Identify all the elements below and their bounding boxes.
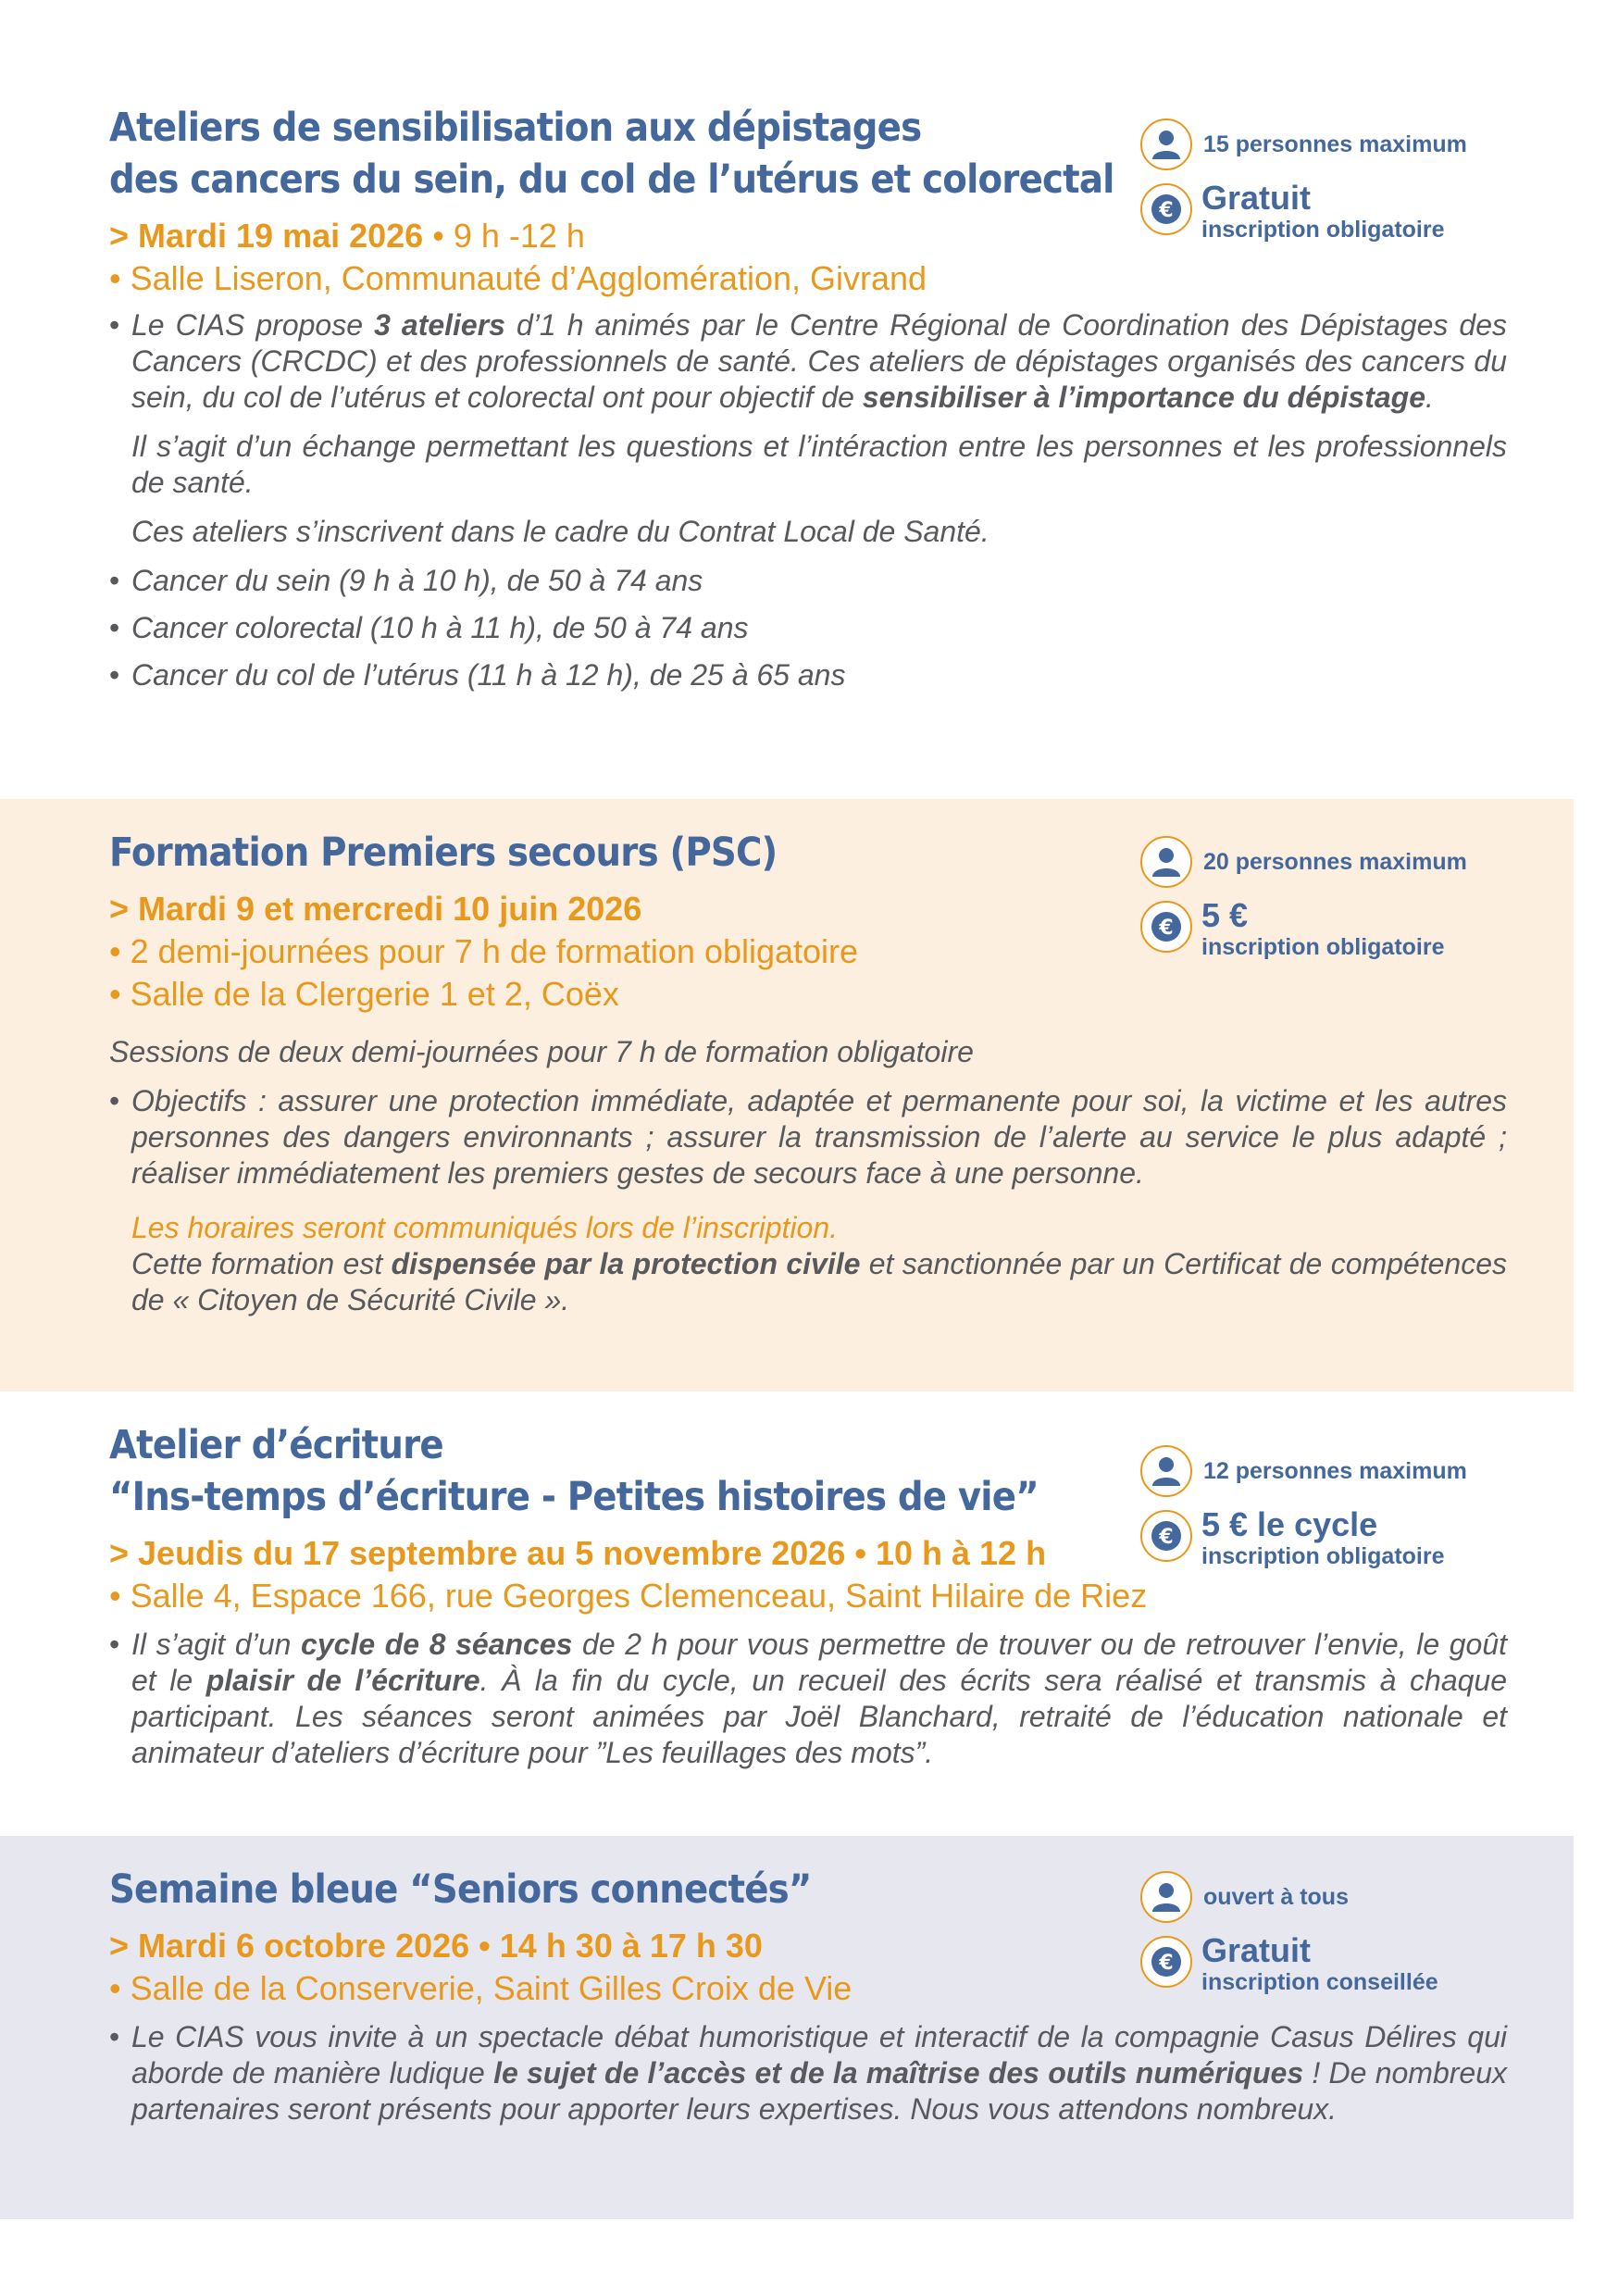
price: 5 € le cycle	[1201, 1505, 1378, 1543]
description-3: Ces ateliers s’inscrivent dans le cadre du Contrat Local de Santé.	[131, 515, 989, 548]
section-semaine-bleue	[0, 1836, 1574, 2219]
description: • Le CIAS propose 3 ateliers d’1 h animés par le Centre Régional de Coordination des Dépistages des Cancers (CRCDC) et des professionnels de santé. Ces ateliers de dépistages organisés des cancers du sein, du col de l’utérus et colorectal ont pour objectif de sensibiliser à l’importance du dépistage.	[109, 307, 1507, 416]
person-icon	[1140, 836, 1192, 888]
section-atelier-ecriture	[0, 1391, 1574, 1836]
event-place: • Salle 4, Espace 166, rue Georges Clemenceau, Saint Hilaire de Riez	[109, 1577, 1148, 1615]
description-2: • Objectifs : assurer une protection immédiate, adaptée et permanente pour soi, la victime et les autres personnes des dangers environnants ; assurer la transmission de l’alerte au service le plus adapté ; réaliser immédiatement les premiers gestes de secours face à une personne.	[109, 1083, 1507, 1192]
event-place: • Salle Liseron, Communauté d’Agglomération, Givrand	[109, 259, 927, 297]
person-icon	[1140, 1445, 1192, 1497]
info-panel	[1140, 119, 1529, 241]
capacity: ouvert à tous	[1203, 1884, 1349, 1910]
registration: inscription obligatoire	[1201, 934, 1445, 960]
euro-icon	[1140, 1510, 1192, 1562]
description-2: Il s’agit d’un échange permettant les questions et l’intéraction entre les personnes et les professionnels de santé.	[131, 430, 1507, 499]
info-panel	[1140, 836, 1529, 958]
svg-text:€: €	[1159, 917, 1174, 940]
capacity: 12 personnes maximum	[1203, 1458, 1467, 1484]
capacity: 20 personnes maximum	[1203, 849, 1467, 875]
description: Sessions de deux demi-journées pour 7 h de formation obligatoire	[109, 1035, 974, 1068]
event-date: > Mardi 9 et mercredi 10 juin 2026	[109, 890, 642, 928]
section-title: Formation Premiers secours (PSC)	[109, 830, 778, 876]
section-premiers-secours	[0, 799, 1574, 1391]
info-panel	[1140, 1871, 1529, 1993]
price: Gratuit	[1201, 179, 1312, 217]
person-icon	[1140, 119, 1192, 170]
person-icon	[1140, 1871, 1192, 1923]
description: • Le CIAS vous invite à un spectacle débat humoristique et interactif de la compagnie Casus Délires qui aborde de manière ludique le sujet de l’accès et de la maîtrise des outils numériques ! De nombreux partenaires seront présents pour apporter leurs expertises. Nous vous attendons nombreux.	[109, 2019, 1507, 2128]
section-title: Atelier d’écriture “Ins-temps d’écriture - Petites histoires de vie”	[109, 1422, 1039, 1520]
info-panel	[1140, 1445, 1529, 1567]
event-date: > Mardi 6 octobre 2026 • 14 h 30 à 17 h 30	[109, 1927, 763, 1965]
event-place: • Salle de la Conserverie, Saint Gilles Croix de Vie	[109, 1969, 853, 2007]
event-duration: • 2 demi-journées pour 7 h de formation obligatoire	[109, 932, 859, 970]
registration: inscription conseillée	[1201, 1969, 1438, 1995]
registration: inscription obligatoire	[1201, 1543, 1445, 1569]
svg-text:€: €	[1159, 1526, 1174, 1549]
description-3: Cette formation est dispensée par la protection civile et sanctionnée par un Certificat de compétences de « Citoyen de Sécurité Civile ».	[131, 1247, 1508, 1316]
price: 5 €	[1201, 896, 1249, 934]
euro-icon	[1140, 1936, 1192, 1988]
euro-icon	[1140, 183, 1192, 235]
list-item: • Cancer du col de l’utérus (11 h à 12 h), de 25 à 65 ans	[109, 657, 1520, 693]
section-title: Semaine bleue “Seniors connectés”	[109, 1866, 812, 1913]
registration: inscription obligatoire	[1201, 217, 1445, 243]
event-date: > Jeudis du 17 septembre au 5 novembre 2026 • 10 h à 12 h	[109, 1534, 1047, 1572]
section-title: Ateliers de sensibilisation aux dépistages des cancers du sein, du col de l’utérus et colorectal	[109, 105, 1114, 203]
svg-text:€: €	[1159, 1952, 1174, 1975]
price: Gratuit	[1201, 1931, 1312, 1969]
capacity: 15 personnes maximum	[1203, 131, 1467, 157]
schedule-note: Les horaires seront communiqués lors de l’inscription.	[131, 1211, 839, 1244]
event-place: • Salle de la Clergerie 1 et 2, Coëx	[109, 975, 619, 1013]
description: • Il s’agit d’un cycle de 8 séances de 2 h pour vous permettre de trouver ou de retrouver l’envie, le goût et le plaisir de l’écriture. À la fin du cycle, un recueil des écrits sera réalisé et transmis à chaque participant. Les séances seront animées par Joël Blanchard, retraité de l’éducation nationale et animateur d’ateliers d’écriture pour ”Les feuillages des mots”.	[109, 1627, 1507, 1771]
svg-text:€: €	[1159, 199, 1174, 222]
list-item: • Cancer colorectal (10 h à 11 h), de 50 à 74 ans	[109, 610, 1520, 646]
euro-icon	[1140, 901, 1192, 953]
event-date: > Mardi 19 mai 2026 • 9 h -12 h	[109, 217, 585, 255]
section-depistage	[0, 102, 1574, 778]
list-item: • Cancer du sein (9 h à 10 h), de 50 à 74 ans	[109, 563, 1520, 599]
